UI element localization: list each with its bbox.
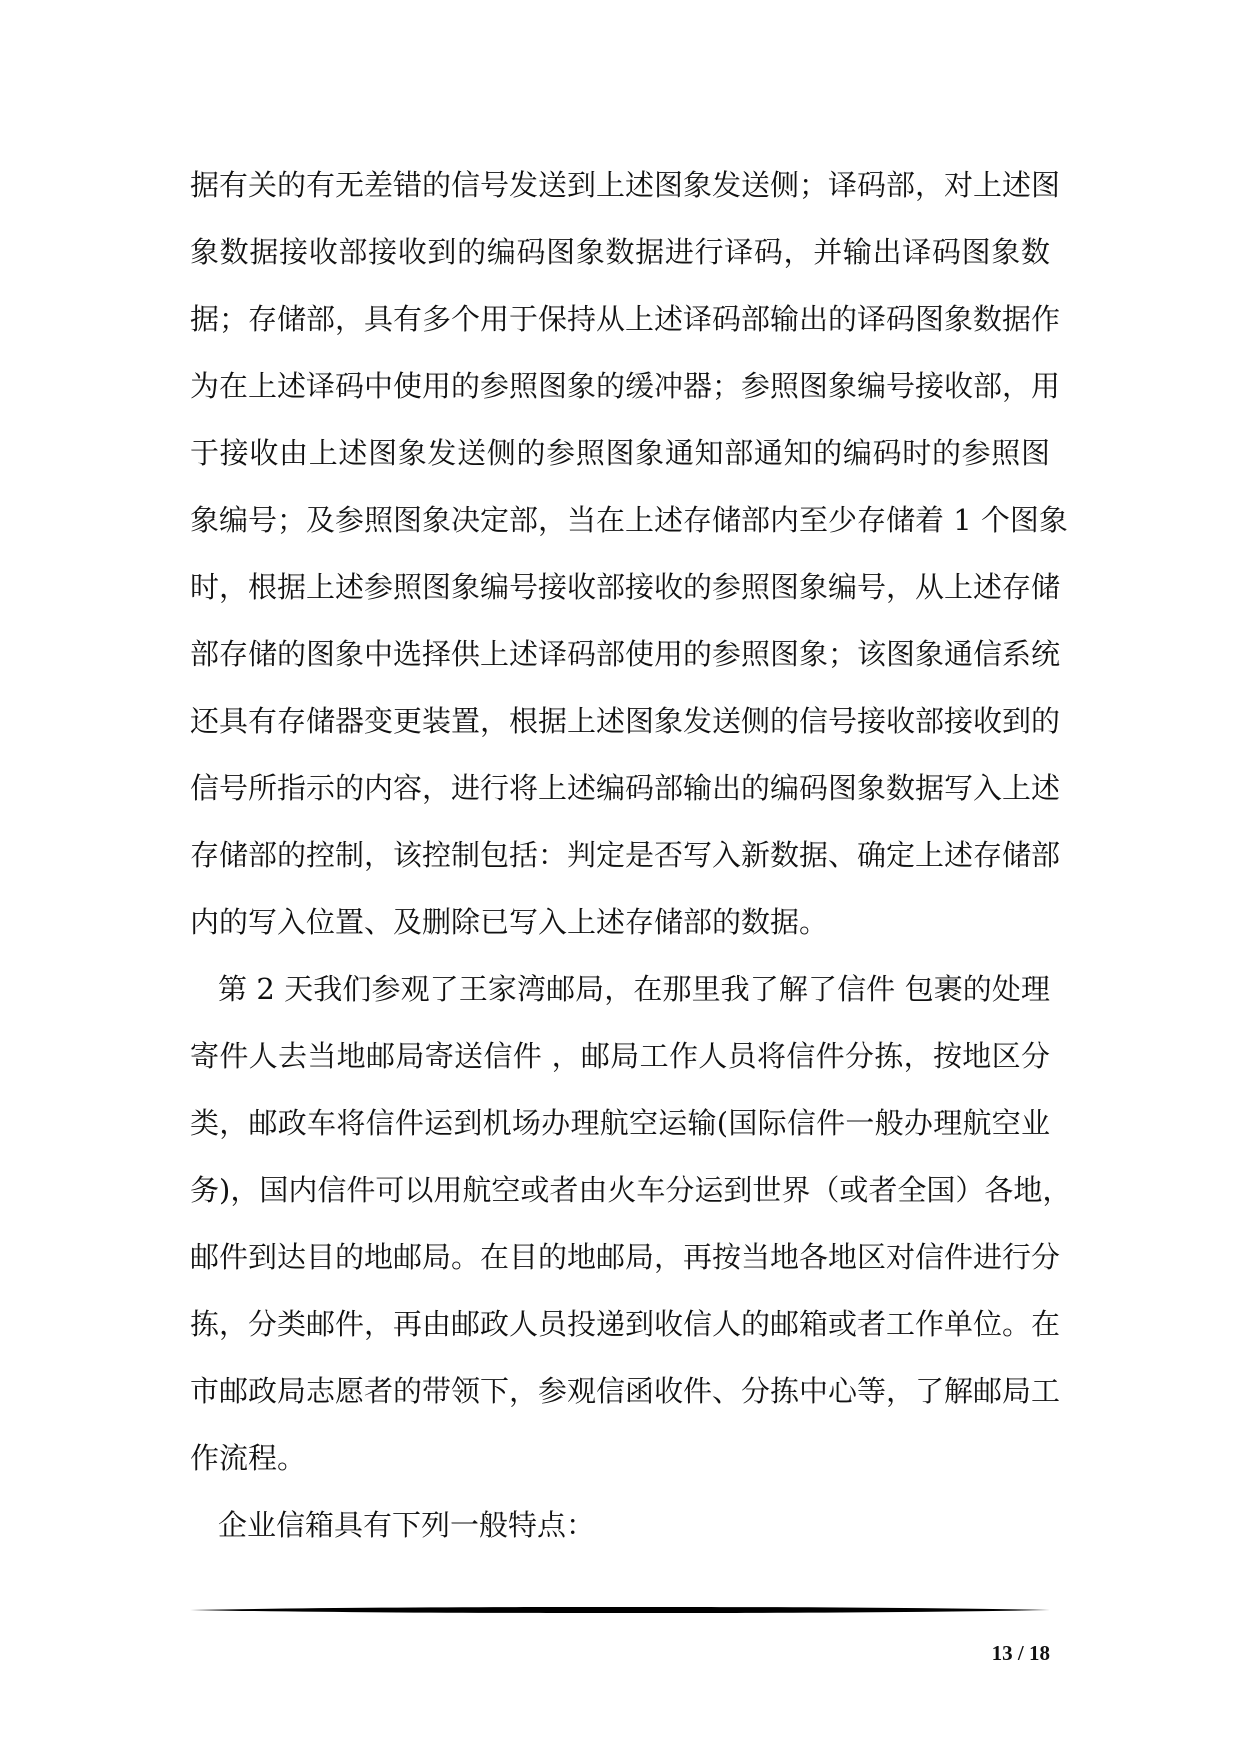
paragraph-line: 作流程。 (190, 1441, 307, 1475)
paragraph-line: 市邮政局志愿者的带领下，参观信函收件、分拣中心等，了解邮局工 (190, 1374, 1061, 1408)
paragraph-2 (190, 956, 1072, 1492)
paragraph-line: 象数据接收部接收到的编码图象数据进行译码，并输出译码图象数 (190, 235, 1050, 269)
paragraph-line: 拣，分类邮件，再由邮政人员投递到收信人的邮箱或者工作单位。在 (190, 1307, 1061, 1341)
paragraph-line: 邮件到达目的地邮局。在目的地邮局，再按当地各地区对信件进行分 (190, 1240, 1061, 1274)
paragraph-line: 存储部的控制，该控制包括：判定是否写入新数据、确定上述存储部 (190, 838, 1061, 872)
paragraph-line: 象编号；及参照图象决定部，当在上述存储部内至少存储着 1 个图象 (190, 503, 1068, 537)
paragraph-line: 务)，国内信件可以用航空或者由火车分运到世界（或者全国）各地， (190, 1173, 1072, 1207)
document-body (190, 152, 1072, 1559)
paragraph-line: 据；存储部，具有多个用于保持从上述译码部输出的译码图象数据作 (190, 302, 1061, 336)
paragraph-1 (190, 152, 1068, 956)
footer-rule (190, 1607, 1050, 1613)
paragraph-line: 信号所指示的内容，进行将上述编码部输出的编码图象数据写入上述 (190, 771, 1061, 805)
paragraph-line: 寄件人去当地邮局寄送信件 ，邮局工作人员将信件分拣，按地区分 (190, 1039, 1050, 1073)
paragraph-line: 为在上述译码中使用的参照图象的缓冲器；参照图象编号接收部，用 (190, 369, 1061, 403)
paragraph-3 (190, 1492, 1050, 1559)
paragraph-line: 据有关的有无差错的信号发送到上述图象发送侧；译码部，对上述图 (190, 168, 1061, 202)
paragraph-line: 部存储的图象中选择供上述译码部使用的参照图象；该图象通信系统 (190, 637, 1061, 671)
paragraph-line: 第 2 天我们参观了王家湾邮局，在那里我了解了信件 包裹的处理 (218, 972, 1050, 1006)
paragraph-line: 类，邮政车将信件运到机场办理航空运输(国际信件一般办理航空业 (190, 1106, 1050, 1140)
paragraph-line: 时，根据上述参照图象编号接收部接收的参照图象编号，从上述存储 (190, 570, 1061, 604)
paragraph-line: 内的写入位置、及删除已写入上述存储部的数据。 (190, 905, 829, 939)
page-number: 13 / 18 (991, 1641, 1050, 1665)
paragraph-line: 还具有存储器变更装置，根据上述图象发送侧的信号接收部接收到的 (190, 704, 1061, 738)
paragraph-line: 于接收由上述图象发送侧的参照图象通知部通知的编码时的参照图 (190, 436, 1050, 470)
paragraph-line: 企业信箱具有下列一般特点： (218, 1508, 596, 1542)
